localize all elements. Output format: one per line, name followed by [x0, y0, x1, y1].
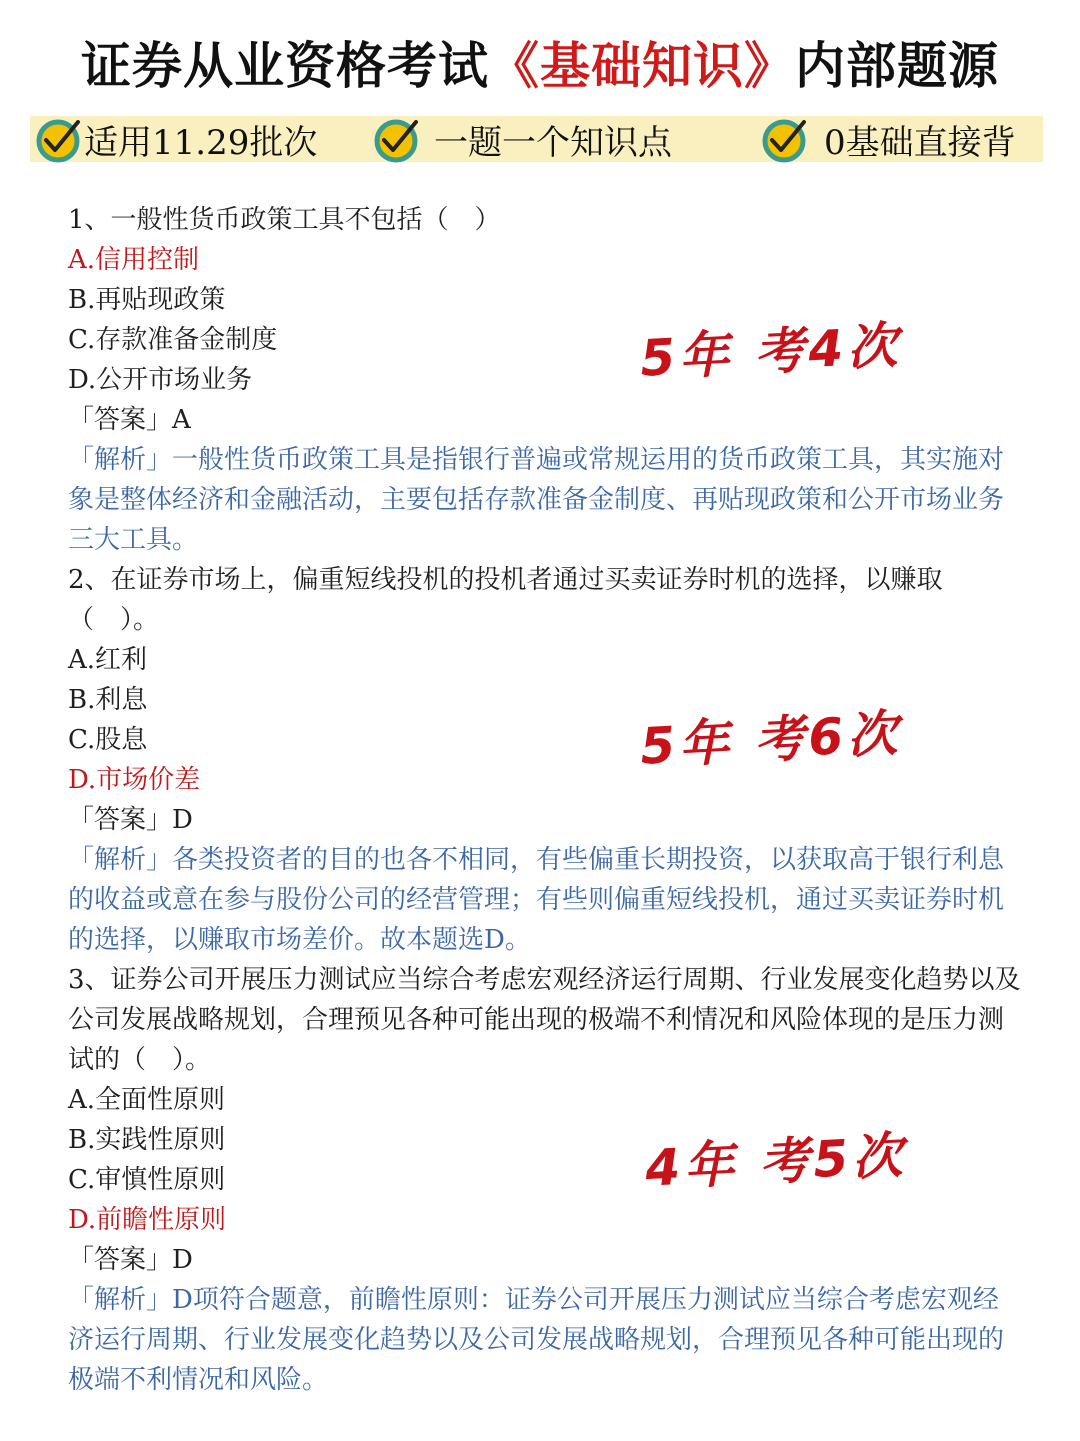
- check-icon: [372, 114, 422, 164]
- feature-3: [760, 112, 1016, 166]
- option-a-correct: A.信用控制: [68, 245, 200, 275]
- question-1: [68, 200, 1023, 560]
- question-stem: 3、证券公司开展压力测试应当综合考虑宏观经济运行周期、行业发展变化趋势以及公司发展战略规划，合理预见各种可能出现的极端不利情况和风险体现的是压力测试的（ ）。: [68, 965, 1021, 1075]
- feature-2: [372, 112, 672, 166]
- option-d: D.公开市场业务: [68, 365, 253, 395]
- check-icon: [34, 114, 84, 164]
- option-b: B.利息: [68, 685, 148, 715]
- answer-line: 「答案」D: [68, 1245, 193, 1275]
- frequency-note-2: 5年 考6次: [638, 704, 903, 776]
- option-d-correct: D.市场价差: [68, 765, 201, 795]
- frequency-note-3: 4年 考5次: [643, 1126, 908, 1198]
- option-d-correct: D.前瞻性原则: [68, 1205, 227, 1235]
- answer-line: 「答案」D: [68, 805, 193, 835]
- option-b: B.实践性原则: [68, 1125, 226, 1155]
- feature-1: [34, 112, 317, 166]
- analysis-text: 「解析」各类投资者的目的也各不相同，有些偏重长期投资，以获取高于银行利息的收益或意在参与股份公司的经营管理；有些则偏重短线投机，通过买卖证券时机的选择，以赚取市场差价。故本题选D。: [68, 845, 1005, 955]
- option-a: A.全面性原则: [68, 1085, 226, 1115]
- check-icon: [760, 114, 810, 164]
- option-c: C.存款准备金制度: [68, 325, 278, 355]
- option-c: C.审慎性原则: [68, 1165, 226, 1195]
- title-part2: 《基础知识》: [489, 37, 795, 95]
- question-stem: 1、一般性货币政策工具不包括（ ）: [68, 205, 501, 235]
- option-c: C.股息: [68, 725, 148, 755]
- analysis-text: 「解析」D项符合题意，前瞻性原则：证券公司开展压力测试应当综合考虑宏观经济运行周期、行业发展变化趋势以及公司发展战略规划，合理预见各种可能出现的极端不利情况和风险。: [68, 1285, 1005, 1395]
- question-list: [68, 200, 1023, 1400]
- title-part3: 内部题源: [795, 37, 999, 95]
- option-b: B.再贴现政策: [68, 285, 226, 315]
- feature-label: 适用11.29批次: [84, 122, 318, 163]
- frequency-note-1: 5年 考4次: [638, 316, 903, 388]
- page-title: [0, 26, 1080, 98]
- analysis-text: 「解析」一般性货币政策工具是指银行普遍或常规运用的货币政策工具，其实施对象是整体经济和金融活动，主要包括存款准备金制度、再贴现政策和公开市场业务三大工具。: [68, 445, 1005, 555]
- answer-line: 「答案」A: [68, 405, 191, 435]
- option-a: A.红利: [68, 645, 148, 675]
- feature-label: 一题一个知识点: [434, 122, 672, 163]
- title-part1: 证券从业资格考试: [81, 37, 489, 95]
- question-stem: 2、在证券市场上，偏重短线投机的投机者通过买卖证券时机的选择，以赚取（ ）。: [68, 565, 943, 635]
- feature-label: 0基础直接背: [824, 122, 1016, 163]
